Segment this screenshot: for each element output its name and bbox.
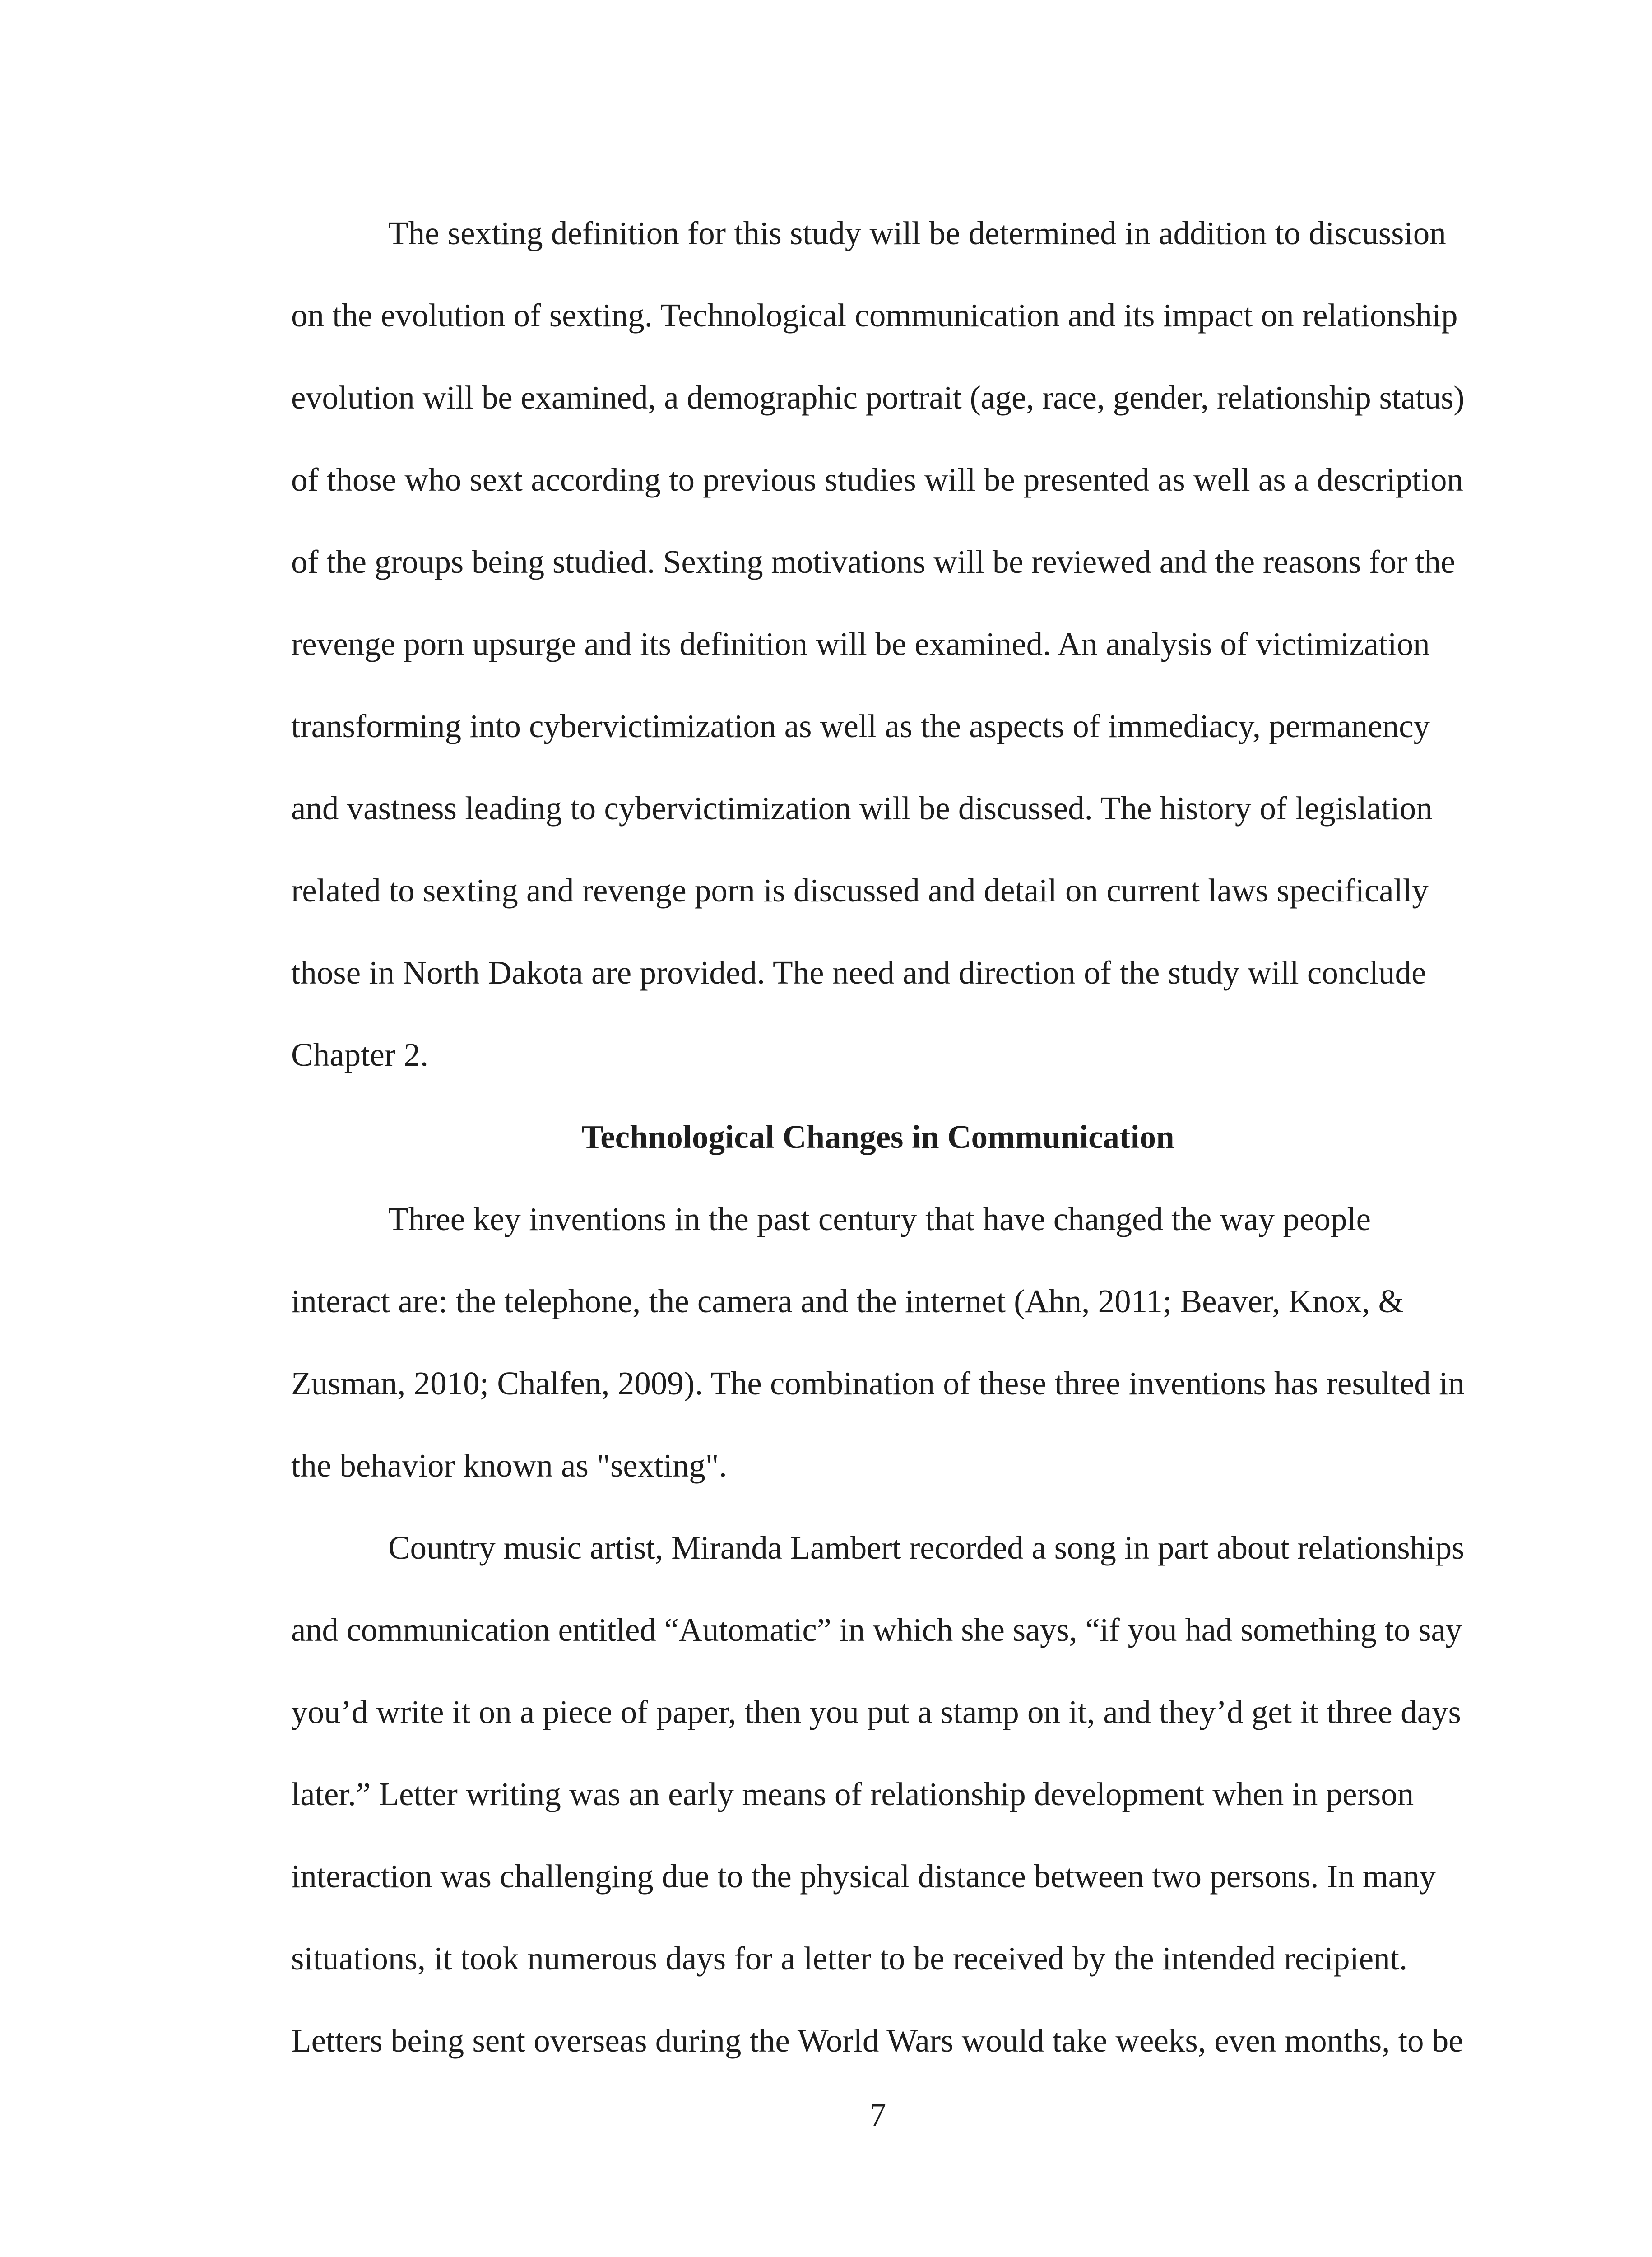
paragraph-2-line-3: Zusman, 2010; Chalfen, 2009). The combination of these three inventions has resulted in — [291, 1365, 1465, 1402]
paragraph-1-line-10: those in North Dakota are provided. The need and direction of the study will conclude — [291, 954, 1426, 991]
paragraph-1-line-6: revenge porn upsurge and its definition will be examined. An analysis of victimization — [291, 626, 1430, 662]
paragraph-1-line-5: of the groups being studied. Sexting motivations will be reviewed and the reasons for the — [291, 543, 1455, 580]
paragraph-3-line-6: situations, it took numerous days for a letter to be received by the intended recipient. — [291, 1940, 1408, 1977]
paragraph-1-line-1: The sexting definition for this study will be determined in addition to discussion — [388, 215, 1446, 251]
paragraph-1-line-11: Chapter 2. — [291, 1036, 429, 1073]
paragraph-2-line-1: Three key inventions in the past century that have changed the way people — [388, 1201, 1371, 1237]
paragraph-1-line-4: of those who sext according to previous studies will be presented as well as a description — [291, 461, 1463, 498]
paragraph-3-line-1: Country music artist, Miranda Lambert recorded a song in part about relationships — [388, 1529, 1465, 1566]
paragraph-1-line-8: and vastness leading to cybervictimization will be discussed. The history of legislation — [291, 790, 1433, 827]
paragraph-1-line-2: on the evolution of sexting. Technological communication and its impact on relationship — [291, 297, 1458, 334]
paragraph-2-line-2: interact are: the telephone, the camera and the internet (Ahn, 2011; Beaver, Knox, & — [291, 1283, 1404, 1319]
paragraph-1-line-3: evolution will be examined, a demographic portrait (age, race, gender, relationship status) — [291, 379, 1465, 416]
page-number: 7 — [869, 2096, 886, 2133]
paragraph-3-line-3: you’d write it on a piece of paper, then you put a stamp on it, and they’d get it three days — [291, 1694, 1461, 1730]
paragraph-3-line-7: Letters being sent overseas during the World Wars would take weeks, even months, to be — [291, 2022, 1463, 2059]
paragraph-3-line-5: interaction was challenging due to the physical distance between two persons. In many — [291, 1858, 1436, 1895]
paragraph-3-line-2: and communication entitled “Automatic” in which she says, “if you had something to say — [291, 1611, 1462, 1648]
section-heading: Technological Changes in Communication — [581, 1119, 1174, 1155]
paragraph-3-line-4: later.” Letter writing was an early means of relationship development when in person — [291, 1776, 1414, 1812]
paragraph-1-line-9: related to sexting and revenge porn is discussed and detail on current laws specifically — [291, 872, 1429, 909]
paragraph-2-line-4: the behavior known as "sexting". — [291, 1447, 727, 1484]
paragraph-1-line-7: transforming into cybervictimization as well as the aspects of immediacy, permanency — [291, 708, 1430, 744]
